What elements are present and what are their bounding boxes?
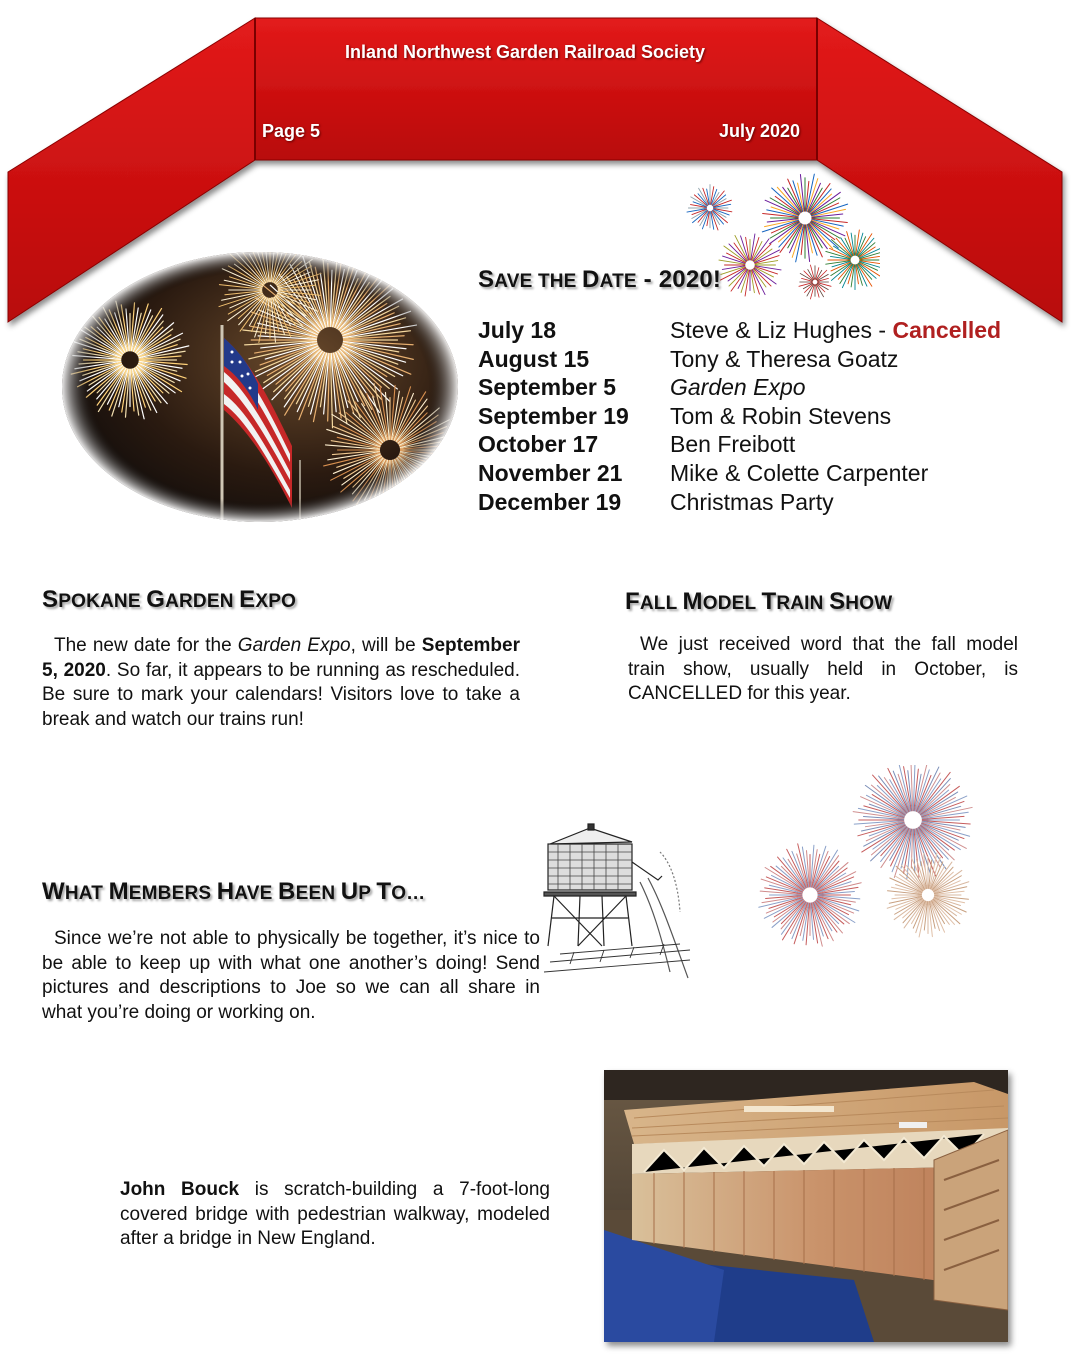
members-body: Since we’re not able to physically be together, it’s nice to be able to keep up with what one another’s doing! Send pictures and descriptions to Joe so we can all share in what you’re doing or working on. bbox=[42, 928, 540, 1023]
event-schedule bbox=[478, 316, 1048, 516]
cancelled-status: Cancelled bbox=[892, 317, 1002, 343]
event-host: Ben Freibott bbox=[670, 431, 796, 458]
save-the-date-title: SAVE THE DATE - 2020! bbox=[478, 266, 722, 293]
fall-show-body: We just received word that the fall model train show, usually held in October, is CANCELLED for this year. bbox=[628, 634, 1018, 704]
schedule-row bbox=[478, 459, 1048, 488]
event-date: November 21 bbox=[478, 459, 623, 486]
event-host: Mike & Colette Carpenter bbox=[670, 459, 929, 486]
water-tower-sketch bbox=[540, 822, 692, 980]
schedule-row bbox=[478, 345, 1048, 374]
member-name: John Bouck bbox=[120, 1179, 240, 1200]
event-host: Tom & Robin Stevens bbox=[670, 402, 892, 429]
event-date: August 15 bbox=[478, 345, 590, 372]
event-host: Tony & Theresa Goatz bbox=[670, 345, 899, 372]
issue-date: July 2020 bbox=[718, 121, 800, 141]
schedule-row bbox=[478, 373, 1048, 402]
garden-expo-body: The new date for the Garden Expo, will be September 5, 2020. So far, it appears to be running as rescheduled. Be sure to mark your calendars! Visitors love to take a break and watch our trains run! bbox=[42, 635, 520, 730]
event-date: July 18 bbox=[478, 317, 556, 343]
event-date: December 19 bbox=[478, 488, 622, 515]
schedule-row bbox=[478, 316, 1048, 345]
event-host: Garden Expo bbox=[670, 374, 806, 401]
members-heading: WHAT MEMBERS HAVE BEEN UP TO… bbox=[42, 878, 426, 905]
event-date: September 19 bbox=[478, 402, 629, 429]
schedule-row bbox=[478, 430, 1048, 459]
bouck-caption: John Bouck is scratch-building a 7-foot-long covered bridge with pedestrian walkway, modeled after a bridge in New England. bbox=[120, 1179, 550, 1249]
schedule-row bbox=[478, 488, 1048, 517]
event-date: October 17 bbox=[478, 431, 599, 458]
covered-bridge-photo bbox=[604, 1070, 1008, 1342]
event-host: Steve & Liz Hughes - Cancelled bbox=[670, 317, 1002, 343]
org-name: Inland Northwest Garden Railroad Society bbox=[344, 42, 706, 62]
fireworks-cluster-decoration bbox=[748, 765, 983, 950]
page-number: Page 5 bbox=[262, 121, 321, 141]
event-host: Christmas Party bbox=[670, 488, 834, 515]
fall-show-heading: FALL MODEL TRAIN SHOW bbox=[625, 588, 893, 615]
flag-fireworks-photo bbox=[60, 250, 460, 525]
event-date: September 5 bbox=[478, 374, 617, 401]
schedule-row bbox=[478, 402, 1048, 431]
garden-expo-heading: SPOKANE GARDEN EXPO bbox=[42, 586, 297, 613]
